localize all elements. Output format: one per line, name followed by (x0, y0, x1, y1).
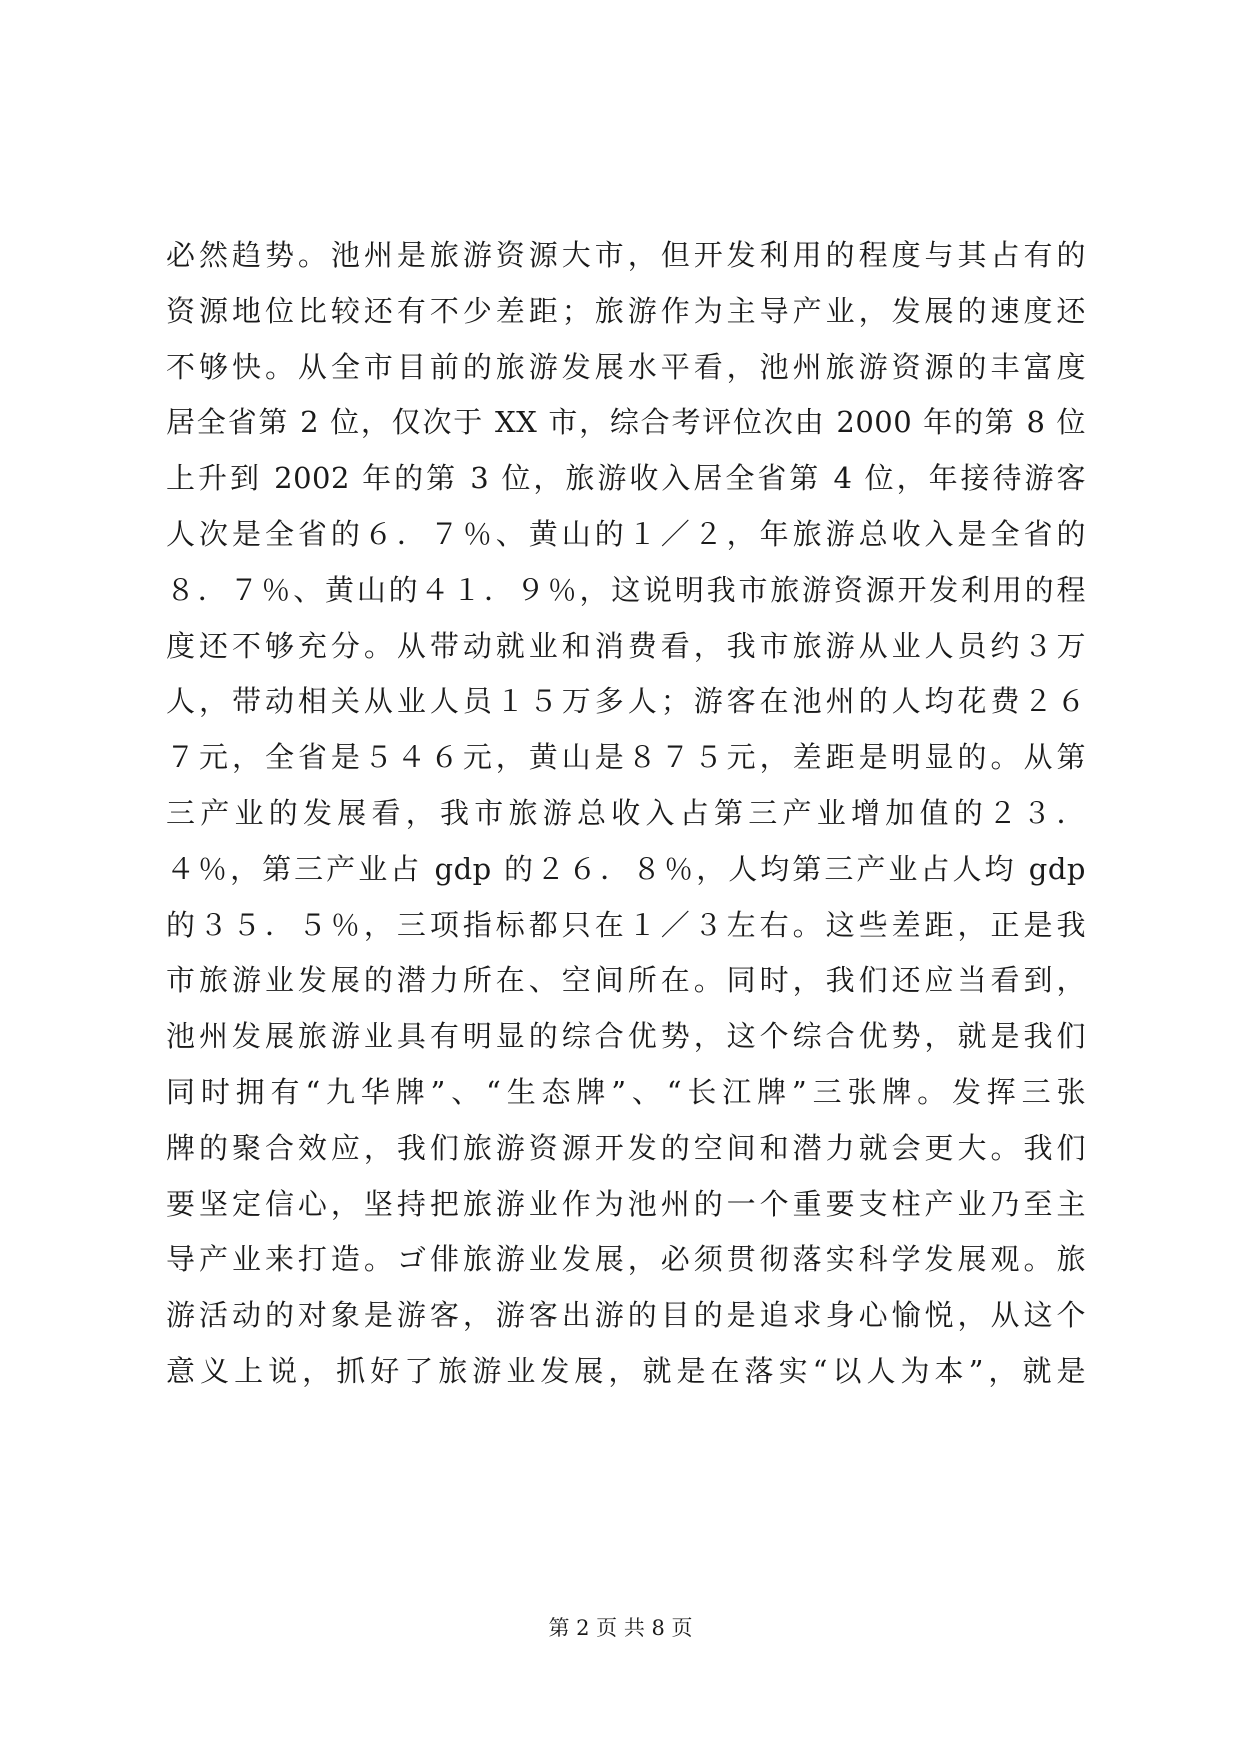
text-line: 的３５．５％，三项指标都只在１／３左右。这些差距，正是我 (166, 907, 1086, 942)
text-line: 居全省第 2 位，仅次于 XX 市，综合考评位次由 2000 年的第 8 位 (166, 405, 1086, 440)
text-line: 度还不够充分。从带动就业和消费看，我市旅游从业人员约３万 (166, 628, 1086, 663)
text-line: ４％，第三产业占 gdp 的２６．８％，人均第三产业占人均 gdp (166, 851, 1086, 886)
body-text (166, 228, 1086, 1400)
text-line: 池州发展旅游业具有明显的综合优势，这个综合优势，就是我们 (166, 1019, 1086, 1054)
text-line: 同时拥有“九华牌”、“生态牌”、“长江牌”三张牌。发挥三张 (166, 1074, 1086, 1109)
text-line: 游活动的对象是游客，游客出游的目的是追求身心愉悦，从这个 (166, 1298, 1086, 1333)
text-line: 人，带动相关从业人员１５万多人；游客在池州的人均花费２６ (166, 684, 1086, 719)
text-line: 三产业的发展看，我市旅游总收入占第三产业增加值的２３． (166, 795, 1086, 830)
page-number-footer: 第 2 页 共 8 页 (548, 1616, 693, 1640)
text-line: 不够快。从全市目前的旅游发展水平看，池州旅游资源的丰富度 (166, 349, 1086, 384)
text-line: ７元，全省是５４６元，黄山是８７５元，差距是明显的。从第 (166, 740, 1086, 775)
text-line: 导产业来打造。ゴ俳旅游业发展，必须贯彻落实科学发展观。旅 (166, 1242, 1086, 1277)
text-line: 牌的聚合效应，我们旅游资源开发的空间和潜力就会更大。我们 (166, 1130, 1086, 1165)
text-line: 意义上说，抓好了旅游业发展，就是在落实“以人为本”，就是 (166, 1353, 1086, 1388)
text-line: 资源地位比较还有不少差距；旅游作为主导产业，发展的速度还 (166, 293, 1086, 328)
text-line: 市旅游业发展的潜力所在、空间所在。同时，我们还应当看到， (166, 963, 1086, 998)
text-line: 人次是全省的６．７％、黄山的１／２，年旅游总收入是全省的 (166, 516, 1086, 551)
text-line: 必然趋势。池州是旅游资源大市，但开发利用的程度与其占有的 (166, 238, 1086, 272)
text-line: 上升到 2002 年的第 3 位，旅游收入居全省第 4 位，年接待游客 (166, 461, 1086, 496)
text-line: ８．７％、黄山的４１．９％，这说明我市旅游资源开发利用的程 (166, 572, 1086, 607)
text-line: 要坚定信心，坚持把旅游业作为池州的一个重要支柱产业乃至主 (166, 1186, 1086, 1221)
